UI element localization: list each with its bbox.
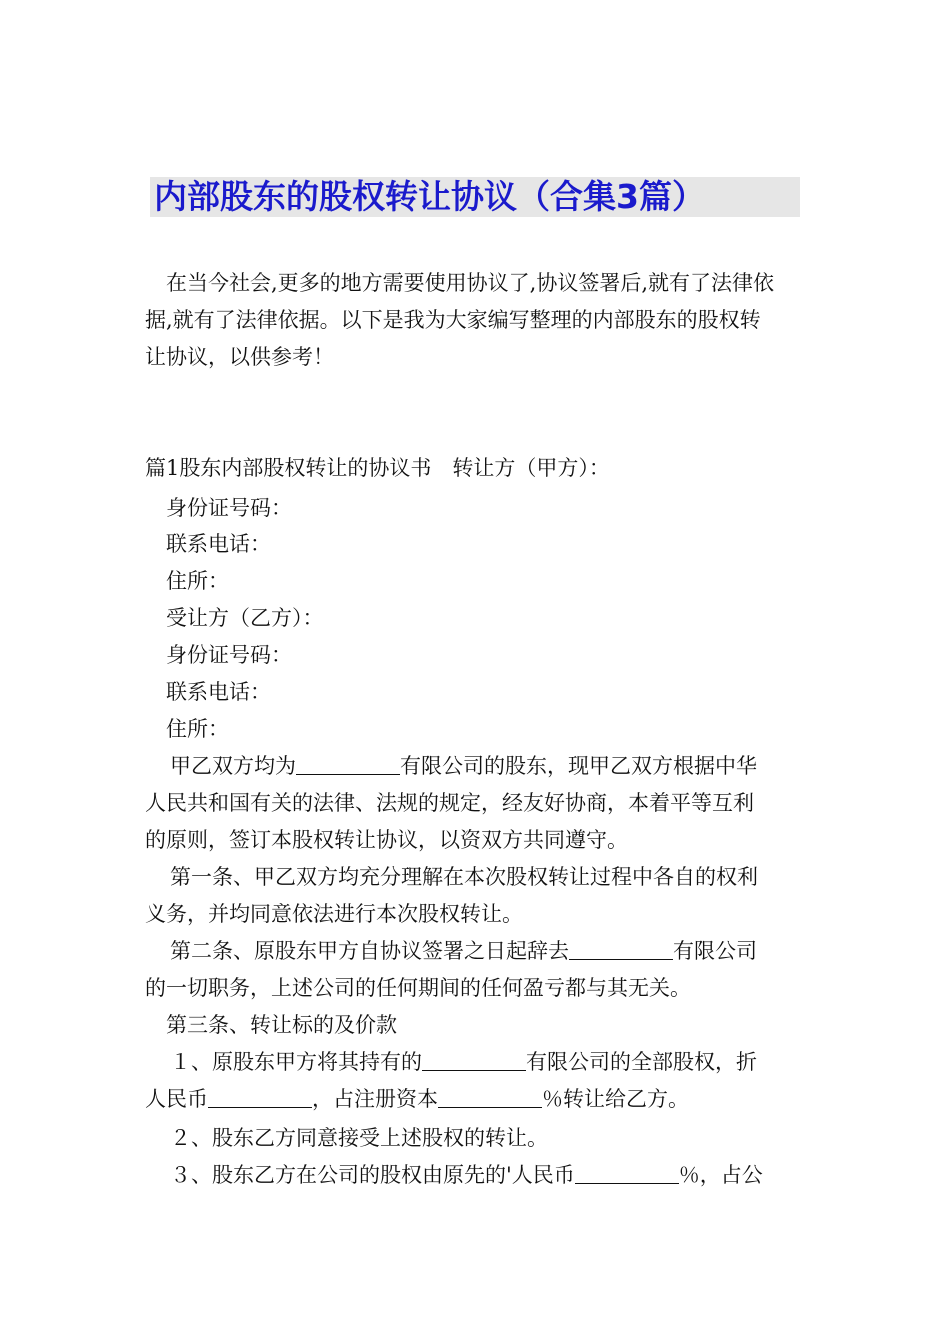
body-text: 甲乙双方均为 [170,754,296,778]
body-line [145,748,757,785]
title-highlight [150,177,800,217]
field-id-number: 身份证号码： [166,643,292,667]
body-text: 第二条、原股东甲方自协议签署之日起辞去 [170,939,569,963]
fill-blank [569,939,673,960]
field-transferee: 受让方（乙方）： [166,606,324,630]
body-line: 的原则，签订本股权转让协议，以资双方共同遵守。 [145,828,628,852]
clause-1-line [145,1081,689,1118]
section-heading: 篇1股东内部股权转让的协议书 转让方（甲方）： [145,456,610,480]
field-phone: 联系电话： [166,532,271,556]
field-address: 住所： [166,569,229,593]
fill-blank [575,1163,679,1184]
body-text: ，占注册资本 [312,1087,438,1111]
body-line: 人民共和国有关的法律、法规的规定，经友好协商，本着平等互利 [145,791,754,815]
fill-blank [208,1087,312,1108]
body-text: 有限公司的全部股权，折 [526,1050,757,1074]
intro-line: 据,就有了法律依据。以下是我为大家编写整理的内部股东的股权转 [145,308,761,332]
field-id-number: 身份证号码： [166,496,292,520]
document-title: 内部股东的股权转让协议（合集3篇） [154,177,705,216]
body-text: １、原股东甲方将其持有的 [170,1050,422,1074]
body-text: 人民币 [145,1087,208,1111]
fill-blank [422,1050,526,1071]
article-2-line [145,933,757,970]
clause-1-line [145,1044,757,1081]
article-1-line: 义务，并均同意依法进行本次股权转让。 [145,902,523,926]
article-3-heading: 第三条、转让标的及价款 [166,1013,397,1037]
fill-blank [296,754,400,775]
intro-line: 让协议，以供参考！ [145,345,334,369]
article-1-line: 第一条、甲乙双方均充分理解在本次股权转让过程中各自的权利 [170,865,758,889]
field-address: 住所： [166,717,229,741]
body-text: ３、股东乙方在公司的股权由原先的'人民币 [170,1163,575,1187]
clause-3-line [145,1157,763,1194]
field-phone: 联系电话： [166,680,271,704]
article-2-line: 的一切职务，上述公司的任何期间的任何盈亏都与其无关。 [145,976,691,1000]
clause-2-line: ２、股东乙方同意接受上述股权的转让。 [170,1126,548,1150]
body-text: 有限公司的股东，现甲乙双方根据中华 [400,754,757,778]
intro-line: 在当今社会,更多的地方需要使用协议了,协议签署后,就有了法律依 [166,271,775,295]
body-text: 有限公司 [673,939,757,963]
body-text: ％，占公 [678,1163,763,1187]
fill-blank [438,1087,542,1108]
body-text: ％转让给乙方。 [542,1087,689,1111]
